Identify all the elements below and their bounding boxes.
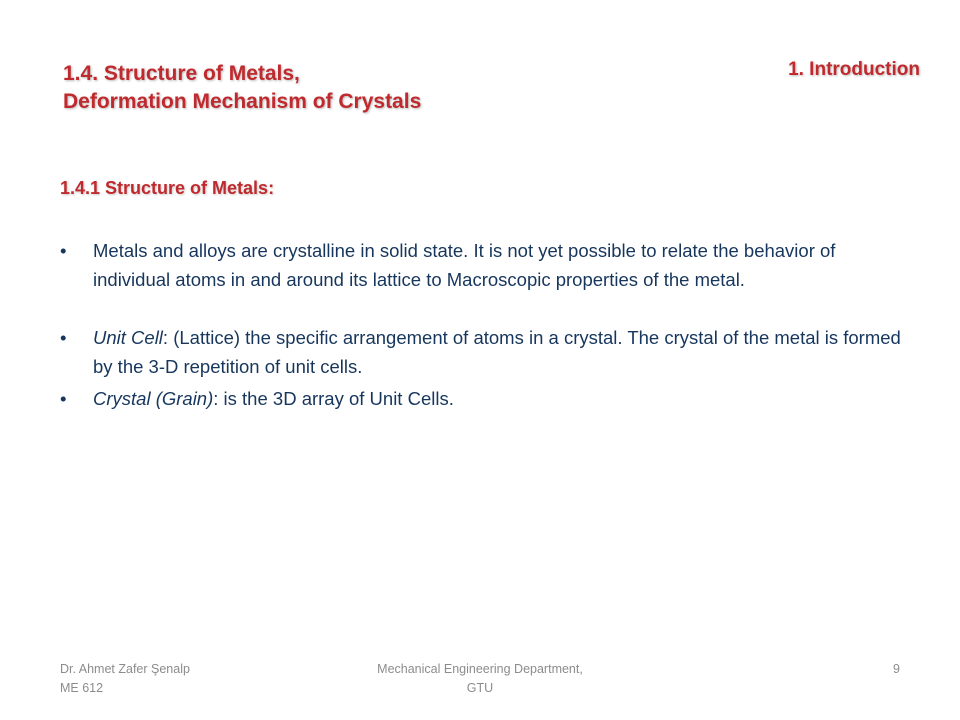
slide-title-line-2: Deformation Mechanism of Crystals — [63, 90, 422, 113]
footer-author-name: Dr. Ahmet Zafer Şenalp — [60, 662, 190, 676]
bullet-item — [60, 236, 908, 294]
bullet-term: Unit Cell — [93, 327, 163, 348]
bullet-dot-icon: • — [60, 388, 67, 409]
footer-author — [60, 660, 260, 698]
subheading: 1.4.1 Structure of Metals: — [60, 178, 275, 198]
bullet-list — [60, 236, 908, 413]
bullet-text: : (Lattice) the specific arrangement of atoms in a crystal. The crystal of the metal is formed by the 3-D repetition of unit cells. — [93, 327, 901, 377]
slide-title — [63, 60, 623, 116]
footer-department — [330, 660, 630, 698]
bullet-text: Metals and alloys are crystalline in solid state. It is not yet possible to relate the behavior of individual atoms in and around its lattice to Macroscopic properties of the metal. — [93, 240, 836, 290]
bullet-term: Crystal (Grain) — [93, 388, 214, 409]
slide-title-line-1: 1.4. Structure of Metals, — [63, 62, 300, 85]
bullet-dot-icon: • — [60, 240, 67, 261]
bullet-text: : is the 3D array of Unit Cells. — [213, 388, 454, 409]
bullet-item — [60, 323, 908, 381]
page-number: 9 — [893, 662, 900, 676]
footer-institution: GTU — [466, 681, 494, 695]
bullet-item — [60, 384, 908, 413]
footer-department-name: Mechanical Engineering Department, — [377, 662, 583, 676]
footer-course-code: ME 612 — [60, 681, 104, 695]
section-tag: 1. Introduction — [788, 59, 920, 80]
bullet-dot-icon: • — [60, 327, 67, 348]
